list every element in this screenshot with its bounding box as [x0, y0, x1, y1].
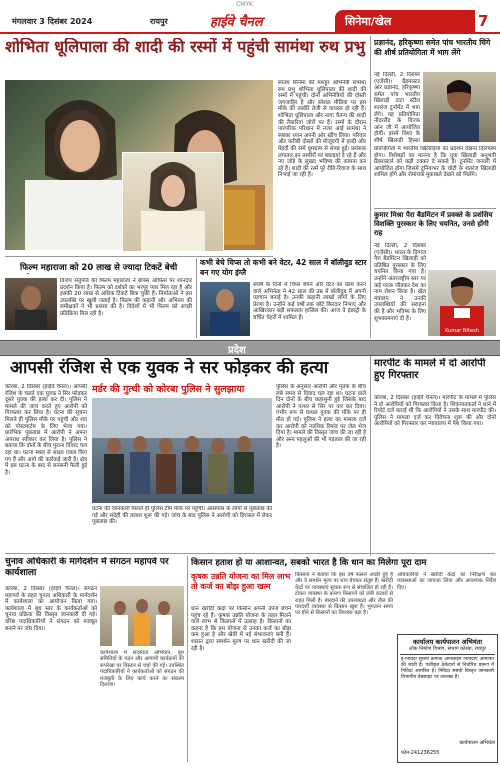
murder-headline: आपसी रंजिश से एक युवक ने सर फोड़कर की हत्या — [10, 358, 329, 378]
city-label: रायपुर — [150, 17, 168, 26]
election-photo — [100, 586, 184, 646]
section-band — [0, 340, 500, 356]
cricket-headline: कभी बेचे चिप्स तो कभी बने वेटर, 42 साल में बॉलीवुड स्टार बन गए योग इंग्लै — [200, 258, 367, 277]
masthead-bar — [0, 10, 500, 34]
notice-subtitle: लोक निर्माण विभाग, संभाग कोरबा, रायपुर — [409, 646, 486, 652]
murder-subhead: मर्डर की गुत्थी को कोरबा पुलिस ने सुलझाया — [92, 384, 245, 395]
sports1-photo — [423, 72, 496, 142]
notice-divider — [400, 654, 495, 655]
section-label: सिनेमा/खेल — [345, 15, 392, 28]
arrest-body: कोरबा, 2 दिसंबर (हाईवे चैनल)। मारपीट के मामले में पुलिस ने दो आरोपियों को गिरफ्तार किया है। शिकायतकर्ता ने थाने में रिपोर्ट दर्ज कराई थी कि आरोपियों ने उसके साथ मारपीट की। पुलिस ने मामला दर्ज कर विवेचना शुरू की और दोनों आरोपियों को गिरफ्तार कर न्यायालय में पेश किया गया। — [374, 395, 496, 428]
sports2-body: नई दिल्ली, 2 दिसंबर (एजेंसी)। भारत के दिग्गज पैरा बैडमिंटन खिलाड़ी को प्रतिष्ठित पुरस्कार के लिए चयनित किया गया है। उन्होंने अंतरराष्ट्रीय स्तर पर कई पदक जीतकर देश का नाम रोशन किया है। खेल मंत्रालय ने उनकी उपलब्धियों की सराहना की है और भविष्य के लिए शुभकामनाएं दी हैं। — [374, 243, 426, 322]
channel-title: हाईवे चैनल — [210, 15, 263, 30]
cricket-photo — [200, 282, 250, 336]
arrest-headline: मारपीट के मामले में दो आरोपी हुए गिरफ्तार — [374, 358, 486, 381]
notice-signature: कार्यपालन अभियंता — [459, 740, 495, 746]
sports2-figure — [428, 270, 496, 336]
section-tab — [335, 10, 475, 32]
farmer-headline: किसान हताश हो या आशान्वत, सबको भारत है कि धान का मिलेगा पूरा दाम — [191, 558, 427, 568]
lead-headline: शोभिता धूलिपाला की शादी की रस्मों में पहुंची सामंथा रुथ प्रभु — [5, 38, 365, 56]
inset-figure — [123, 153, 223, 251]
farmer-body-col3: अधिकारियों ने खरीदी केंद्रों का निरीक्षण कर व्यवस्थाओं का जायजा लिया और आवश्यक निर्देश दिए। — [397, 572, 496, 591]
cricket-body: संघर्ष के दिनों में चिप्स बेचने और वेटर का काम करने वाले अभिनेता ने 42 साल की उम्र में बॉलीवुड में अपनी पहचान बनाई है। उनकी कहानी लाखों लोगों के लिए प्रेरणा है। उन्होंने कई वर्षों तक छोटे किरदार निभाए और आखिरकार बड़ी सफलता हासिल की। आज वे इंडस्ट्री के चर्चित चेहरों में शामिल हैं। — [253, 282, 366, 321]
sports1-headline: प्रज्ञानंद, हरिकृष्णा समेत पांच भारतीय चिंगे की शीर्ष प्रतियोगिता में भाग लेंगे — [374, 38, 491, 57]
film-photo — [5, 278, 57, 330]
page-number: 7 — [478, 12, 489, 30]
murder-body-col1: कोरबा, 2 दिसंबर (हाईवे चैनल)। आपसी रंजिश के चलते एक युवक ने सिर फोड़कर दूसरे युवक की हत्या कर दी। पुलिस ने मामले की जांच करते हुए आरोपी को गिरफ्तार कर लिया है। घटना की सूचना मिलते ही पुलिस मौके पर पहुंची और शव को पोस्टमार्टम के लिए भेजा गया। प्रारंभिक पूछताछ में आरोपी ने अपना अपराध स्वीकार कर लिया है। पुलिस ने बताया कि दोनों के बीच पुराना विवाद चल रहा था। घटना स्थल से साक्ष्य एकत्र किए गए हैं और आगे की कार्रवाई जारी है। क्षेत्र में इस घटना के बाद से सनसनी फैली हुई है। — [5, 384, 87, 476]
election-figure — [100, 586, 184, 646]
cricket-figure — [200, 282, 250, 336]
sports1-body-cont: प्रतियोगिता में भारतीय खिलाड़ियों का प्रदर्शन देखना दिलचस्प होगा। विशेषज्ञों का मानना है कि युवा खिलाड़ी अनुभवी ग्रैंडमास्टर्स को कड़ी टक्कर दे सकते हैं। टूर्नामेंट जनवरी में आयोजित होगा जिसमें दुनियाभर के चोटी के शतरंज खिलाड़ी शामिल होंगे और रोमांचक मुकाबले देखने को मिलेंगे। — [374, 146, 496, 179]
election-body-cont: कार्यशाला में सदस्यता अभियान, बूथ समितियों के गठन और आगामी कार्यक्रमों की रूपरेखा पर विस्तार से चर्चा की गई। उपस्थित पदाधिकारियों ने कार्यकर्ताओं को संगठन की मजबूती के लिए कार्य करने का संकल्प दिलाया। — [100, 650, 184, 689]
farmer-subheadline: कृषक उन्नति योजना का मिल लाभ तो कर्ज का बोझ हुआ खत्म — [191, 572, 291, 591]
sports2-headline: कुमार मिश्रा पैरा बैडमिंटन में प्रवक्ते के प्रशंसिय विशक्ति पुरस्कार के लिए चयनित, उनसे होंगी राह — [374, 211, 493, 237]
murder-body-col2: घटना की जानकारी मिलते ही पुलिस टीम मौके पर पहुंची। आसपास के लोगों से पूछताछ की गई और संदेही की तलाश शुरू की गई। जांच के बाद पुलिस ने आरोपी को हिरासत में लेकर पूछताछ की। — [92, 506, 272, 526]
lead-body: साउथ सिनेमा की मशहूर अभिनेत्री सामंथा रुथ प्रभु शोभिता धूलिपाला की शादी की रस्मों में पहुंचीं। दोनों अभिनेत्रियों की दोस्ती जगजाहिर है और सोशल मीडिया पर इस मौके की तस्वीरें तेजी से वायरल हो रही हैं। शोभिता धूलिपाला और नागा चैतन्य की शादी की तैयारियां जोरों पर हैं। रस्मों के दौरान पारंपरिक परिधान में नजर आईं सामंथा ने सबका ध्यान अपनी ओर खींच लिया। परिवार और करीबी दोस्तों की मौजूदगी में हल्दी और मेहंदी की रस्में धूमधाम से संपन्न हुईं। प्रशंसक लगातार इन तस्वीरों पर बधाइयां दे रहे हैं और नए जोड़े के सुखद भविष्य की कामना कर रहे हैं। शादी की रस्में पूरे रीति-रिवाज के साथ निभाई जा रही हैं। — [278, 80, 366, 179]
section-band-title: प्रदेश — [228, 345, 246, 356]
notice-contact: फोन-241236255 — [401, 750, 440, 756]
notice-box — [397, 634, 498, 763]
sports1-figure — [423, 72, 496, 142]
sports2-photo — [428, 270, 496, 336]
notice-title: कार्यालय कार्यपालन अभियंता — [412, 638, 483, 646]
film-figure — [5, 278, 57, 330]
film-body: विजय सेतुपति की फिल्म महाराजा ने बॉक्स ऑफिस पर शानदार प्रदर्शन किया है। फिल्म को दर्शकों का भरपूर प्यार मिल रहा है और इसकी 20 लाख से अधिक टिकटें बिक चुकी हैं। निर्माताओं ने इस उपलब्धि पर खुशी जताई है। फिल्म की कहानी और अभिनय की समीक्षकों ने भी प्रशंसा की है। विदेशों में भी फिल्म को अच्छी प्रतिक्रिया मिल रही है। — [60, 278, 192, 317]
lead-photo-inset — [122, 152, 224, 252]
farmer-body-col2: किसानों ने बताया कि इस वर्ष फसल अच्छी हुई है और वे समर्थन मूल्य पर धान बेचकर संतुष्ट हैं। खरीदी केंद्रों पर व्यवस्थाएं सुचारु रूप से संचालित हो रही हैं। टोकन व्यवस्था के कारण किसानों को लंबी कतारों से राहत मिली है। बारदाने की उपलब्धता और तौल की पारदर्शी व्यवस्था से किसान खुश हैं। भुगतान समय पर होने से किसानों का विश्वास बढ़ा है। — [295, 572, 393, 617]
sports1-body: नई दिल्ली, 2 दिसंबर (एजेंसी)। ग्रैंडमास्टर आर प्रज्ञानंद, हरिकृष्णा समेत पांच भारतीय खिलाड़ी टाटा स्टील शतरंज टूर्नामेंट में भाग लेंगे। यह प्रतियोगिता नीदरलैंड के विज्क आन जी में आयोजित होगी। इसमें विश्व के शीर्ष खिलाड़ी हिस्सा — [374, 72, 420, 144]
date-line: मंगलवार 3 दिसंबर 2024 — [12, 17, 93, 26]
cmyk-label: CMYK — [236, 1, 253, 8]
election-headline: चुनाव अधिकारी के मार्गदर्शन में संगठन महापर्व पर कार्यशाला — [5, 557, 169, 578]
sports2-caption: Kumar Nitesh — [445, 328, 479, 334]
murder-photo — [92, 398, 272, 503]
notice-body: ई-निविदा सूचना क्रमांक ऑनलाइन निविदाएं आमंत्रित की जाती हैं। पंजीकृत ठेकेदारों से निर्धारित प्रारूप में निविदा आमंत्रित है। निविदा संबंधी विस्तृत जानकारी विभागीय वेबसाइट पर उपलब्ध है। — [401, 657, 494, 680]
murder-body-col3: पुलिस के अनुसार आरोपी और मृतक के बीच लंबे समय से विवाद चल रहा था। घटना वाले दिन दोनों के बीच कहासुनी हुई जिसके बाद आरोपी ने पत्थर से सिर पर वार कर दिया। गंभीर रूप से घायल युवक की मौके पर ही मौत हो गई। पुलिस ने हत्या का मामला दर्ज कर आरोपी को न्यायिक रिमांड पर जेल भेज दिया है। मामले की विस्तृत जांच की जा रही है और अन्य पहलुओं की भी पड़ताल की जा रही है। — [276, 384, 366, 450]
film-headline: फिल्म महाराजा को 20 लाख से ज्यादा टिकटें बेची — [20, 263, 178, 273]
farmer-body-col1: धान खरीदी केंद्रों पर किसान अपनी उपज बेचने पहुंच रहे हैं। कृषक उन्नति योजना के तहत मिलने वाले लाभ से किसानों में उत्साह है। किसानों का कहना है कि इस योजना से उनका कर्ज का बोझ कम हुआ है और खेती में नई संभावनाएं बनी हैं। शासन द्वारा समर्थन मूल्य पर धान खरीदी की जा रही है। — [191, 606, 291, 652]
murder-photo-group — [92, 398, 272, 503]
election-body: कोरबा, 2 दिसंबर (हाईवे चैनल)। संगठन महापर्व के तहत चुनाव अधिकारी के मार्गदर्शन में कार्यशाला का आयोजन किया गया। कार्यशाला में बूथ स्तर के कार्यकर्ताओं को चुनाव प्रक्रिया की विस्तृत जानकारी दी गई। वरिष्ठ पदाधिकारियों ने संगठन को मजबूत बनाने पर जोर दिया। — [5, 586, 97, 632]
